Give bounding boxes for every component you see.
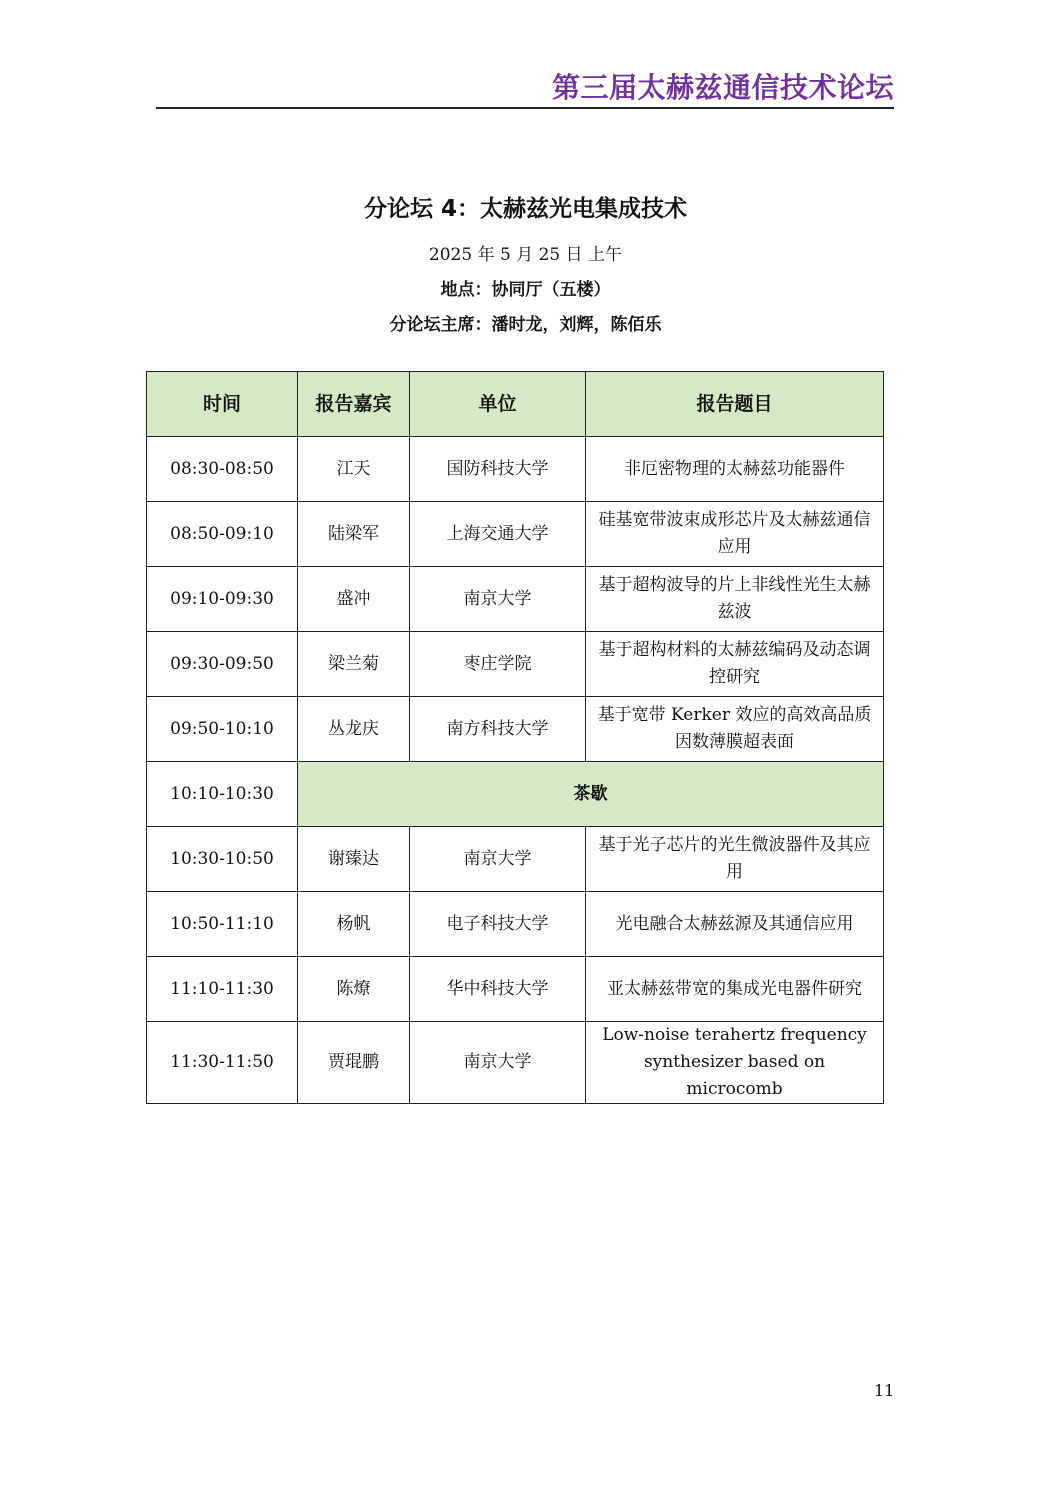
row-speaker: 陈燎: [298, 957, 410, 1022]
row-affiliation: 枣庄学院: [410, 632, 586, 697]
row-time: 09:30-09:50: [147, 632, 298, 697]
table-row: [147, 827, 884, 892]
break-time: 10:10-10:30: [147, 762, 298, 827]
row-topic: Low-noise terahertz frequency synthesizer based on microcomb: [586, 1022, 884, 1104]
row-speaker: 江天: [298, 437, 410, 502]
row-topic: 基于超构波导的片上非线性光生太赫兹波: [586, 567, 884, 632]
session-chairs: 分论坛主席：潘时龙，刘辉，陈佰乐: [389, 315, 662, 335]
table-row: [147, 437, 884, 502]
row-speaker: 杨帆: [298, 892, 410, 957]
row-time: 10:50-11:10: [147, 892, 298, 957]
row-topic: 亚太赫兹带宽的集成光电器件研究: [586, 957, 884, 1022]
column-header-time: 时间: [147, 372, 298, 437]
schedule-table: [146, 371, 884, 1104]
column-header-speaker: 报告嘉宾: [298, 372, 410, 437]
session-title: 分论坛 4：太赫兹光电集成技术: [363, 196, 687, 222]
row-speaker: 丛龙庆: [298, 697, 410, 762]
row-affiliation: 南京大学: [410, 827, 586, 892]
row-topic: 基于光子芯片的光生微波器件及其应用: [586, 827, 884, 892]
table-row: [147, 697, 884, 762]
row-affiliation: 国防科技大学: [410, 437, 586, 502]
break-label: 茶歇: [298, 762, 884, 827]
row-affiliation: 华中科技大学: [410, 957, 586, 1022]
row-time: 11:10-11:30: [147, 957, 298, 1022]
row-speaker: 贾琨鹏: [298, 1022, 410, 1104]
row-speaker: 谢臻达: [298, 827, 410, 892]
row-topic: 非厄密物理的太赫兹功能器件: [586, 437, 884, 502]
row-topic: 基于宽带 Kerker 效应的高效高品质因数薄膜超表面: [586, 697, 884, 762]
table-row: [147, 957, 884, 1022]
row-time: 10:30-10:50: [147, 827, 298, 892]
row-time: 11:30-11:50: [147, 1022, 298, 1104]
row-speaker: 陆梁军: [298, 502, 410, 567]
row-topic: 光电融合太赫兹源及其通信应用: [586, 892, 884, 957]
column-header-affiliation: 单位: [410, 372, 586, 437]
column-header-topic: 报告题目: [586, 372, 884, 437]
row-affiliation: 上海交通大学: [410, 502, 586, 567]
table-row: [147, 502, 884, 567]
row-time: 08:30-08:50: [147, 437, 298, 502]
row-topic: 基于超构材料的太赫兹编码及动态调控研究: [586, 632, 884, 697]
table-row: [147, 632, 884, 697]
page-number: 11: [874, 1381, 895, 1400]
header-divider: [156, 107, 894, 109]
row-time: 08:50-09:10: [147, 502, 298, 567]
break-row: [147, 762, 884, 827]
row-speaker: 盛冲: [298, 567, 410, 632]
row-speaker: 梁兰菊: [298, 632, 410, 697]
row-affiliation: 南京大学: [410, 1022, 586, 1104]
table-header-row: [147, 372, 884, 437]
row-topic: 硅基宽带波束成形芯片及太赫兹通信应用: [586, 502, 884, 567]
row-time: 09:50-10:10: [147, 697, 298, 762]
row-affiliation: 南京大学: [410, 567, 586, 632]
session-venue: 地点：协同厅（五楼）: [440, 280, 611, 300]
table-row: [147, 1022, 884, 1104]
row-affiliation: 电子科技大学: [410, 892, 586, 957]
session-date: 2025 年 5 月 25 日 上午: [428, 245, 623, 265]
row-affiliation: 南方科技大学: [410, 697, 586, 762]
forum-title: 第三届太赫兹通信技术论坛: [551, 71, 894, 104]
table-row: [147, 567, 884, 632]
row-time: 09:10-09:30: [147, 567, 298, 632]
table-row: [147, 892, 884, 957]
